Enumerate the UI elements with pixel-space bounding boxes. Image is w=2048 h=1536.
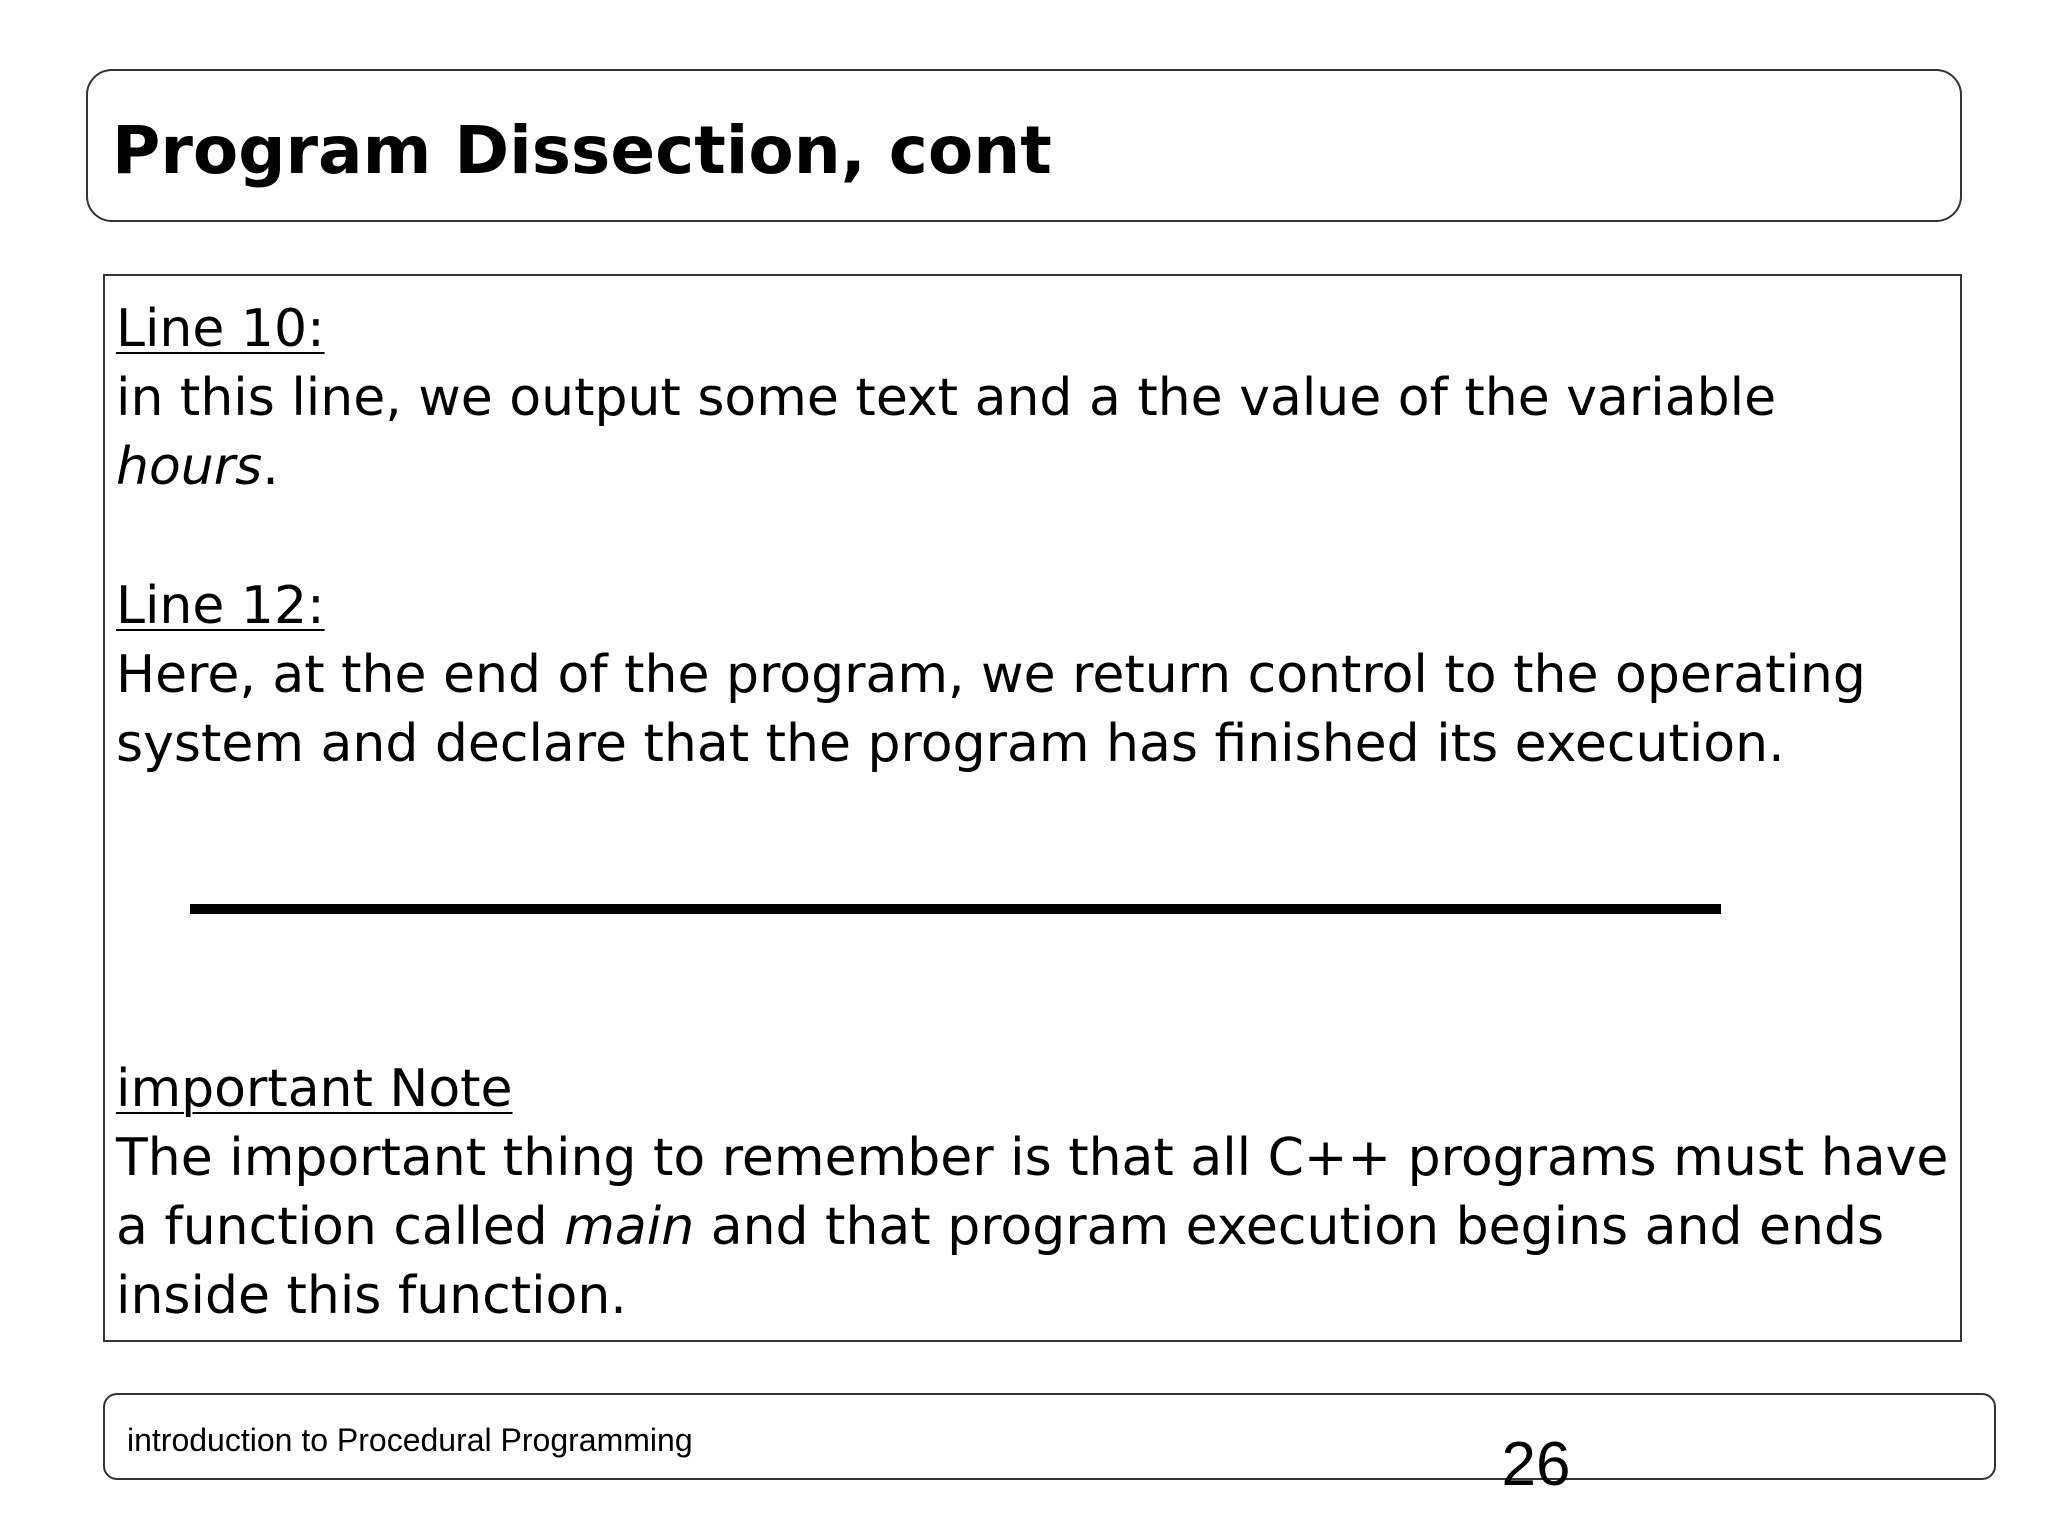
horizontal-divider <box>190 904 1721 914</box>
section-body: in this line, we output some text and a the value of the variable <box>116 368 1777 428</box>
slide-title: Program Dissection, cont <box>112 112 1052 189</box>
section-heading: Line 10: <box>116 299 325 359</box>
section-body: system and declare that the program has finished its execution. <box>116 714 1785 774</box>
page-number: 26 <box>1501 1430 1571 1499</box>
section-body: hours. <box>116 437 279 497</box>
section-heading: Line 12: <box>116 576 325 636</box>
section-line12 <box>116 572 1866 779</box>
section-body: Here, at the end of the program, we return control to the operating <box>116 645 1866 705</box>
footer-course-title: introduction to Procedural Programming <box>127 1422 693 1458</box>
note-body: inside this function. <box>116 1266 627 1326</box>
important-note <box>116 1055 1948 1331</box>
section-line10 <box>116 295 1776 502</box>
function-name: main <box>564 1197 695 1257</box>
note-heading: important Note <box>116 1059 513 1119</box>
note-body: The important thing to remember is that all C++ programs must have <box>116 1128 1949 1188</box>
note-body: a function called main and that program execution begins and ends <box>116 1197 1885 1257</box>
variable-name: hours <box>116 437 263 497</box>
